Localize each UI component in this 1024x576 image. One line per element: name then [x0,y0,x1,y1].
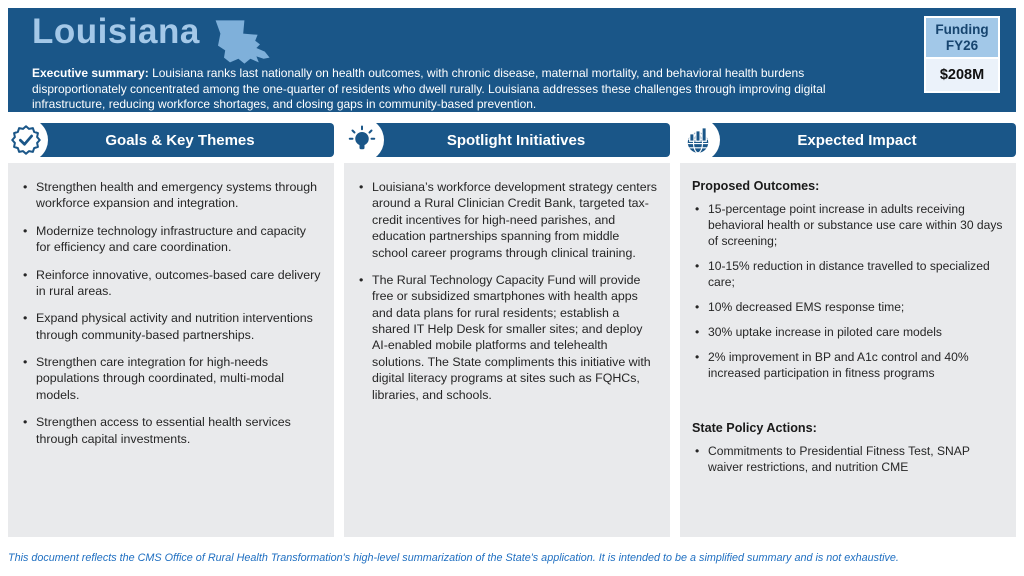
bullet-item: • Modernize technology infrastructure and capacity for efficiency and care coordination. [20,223,322,256]
impact-column [680,121,1016,541]
louisiana-map-icon [210,18,274,66]
bullet-item: • Reinforce innovative, outcomes-based care delivery in rural areas. [20,267,322,300]
bullet-item: • 30% uptake increase in piloted care models [692,325,1004,341]
header-banner [8,8,1016,112]
page-title: Louisiana [32,12,200,51]
impact-title: Expected Impact [797,131,917,149]
spotlight-list [356,179,658,403]
lightbulb-icon [340,118,384,162]
funding-box [924,16,1000,93]
goals-column [8,121,334,541]
policy-list [692,444,1004,476]
check-seal-icon [4,118,48,162]
executive-summary-text: Louisiana ranks last nationally on health outcomes, with chronic disease, maternal mortality, and behavioral health burdens disproportionately concentrated among the one-quarter of residents who dwell rurally. Louisiana addresses these challenges through improving digital infrastructure, reducing workforce shortages, and closing gaps in community-based prevention. [32,66,826,112]
goals-list [20,179,322,447]
bullet-item: • 15-percentage point increase in adults receiving behavioral health or substance use care within 30 days of screening; [692,202,1004,250]
bullet-item: • 2% improvement in BP and A1c control and 40% increased participation in fitness programs [692,350,1004,382]
proposed-outcomes-heading: Proposed Outcomes: [692,179,820,193]
spotlight-column [344,121,670,541]
bullet-item: • Strengthen access to essential health services through capital investments. [20,414,322,447]
goals-title: Goals & Key Themes [105,131,255,149]
bullet-item: • Strengthen care integration for high-needs populations through coordinated, multi-modal models. [20,354,322,403]
bullet-item: • Commitments to Presidential Fitness Test, SNAP waiver restrictions, and nutrition CME [692,444,1004,476]
goals-panel [8,163,334,537]
impact-panel [680,163,1016,537]
spotlight-panel [344,163,670,537]
bullet-item: • The Rural Technology Capacity Fund will provide free or subsidized smartphones with health apps and data plans for rural residents; establish a shared IT Help Desk for smaller sites; and deploy AI-enabled mobile platforms and telehealth solutions. The State compliments this initiative with digital literacy programs at sites such as FQHCs, libraries, and schools. [356,272,658,403]
funding-fy-label: Funding FY26 [926,18,998,57]
bullet-item: • Louisiana’s workforce development strategy centers around a Rural Clinician Credit Bank, targeted tax-credit incentives for high-need parishes, and education partnerships spanning from middle school career programs through clinical training. [356,179,658,261]
spotlight-header-bar [362,123,670,157]
outcomes-list [692,202,1004,382]
impact-header-bar [698,123,1016,157]
bullet-item: • 10-15% reduction in distance travelled to specialized care; [692,259,1004,291]
bullet-item: • 10% decreased EMS response time; [692,300,1004,316]
executive-summary [32,66,892,113]
executive-summary-label: Executive summary: [32,66,149,80]
chart-globe-icon [676,118,720,162]
goals-header-bar [26,123,334,157]
spotlight-title: Spotlight Initiatives [446,131,586,149]
bullet-item: • Strengthen health and emergency systems through workforce expansion and integration. [20,179,322,212]
bullet-item: • Expand physical activity and nutrition interventions through community-based partnerships. [20,310,322,343]
footer-disclaimer: This document reflects the CMS Office of Rural Health Transformation's high-level summarization of the State's application. It is intended to be a simplified summary and is not exhaustive. [8,552,899,564]
funding-amount: $208M [926,59,998,91]
state-policy-actions-heading: State Policy Actions: [692,420,817,435]
